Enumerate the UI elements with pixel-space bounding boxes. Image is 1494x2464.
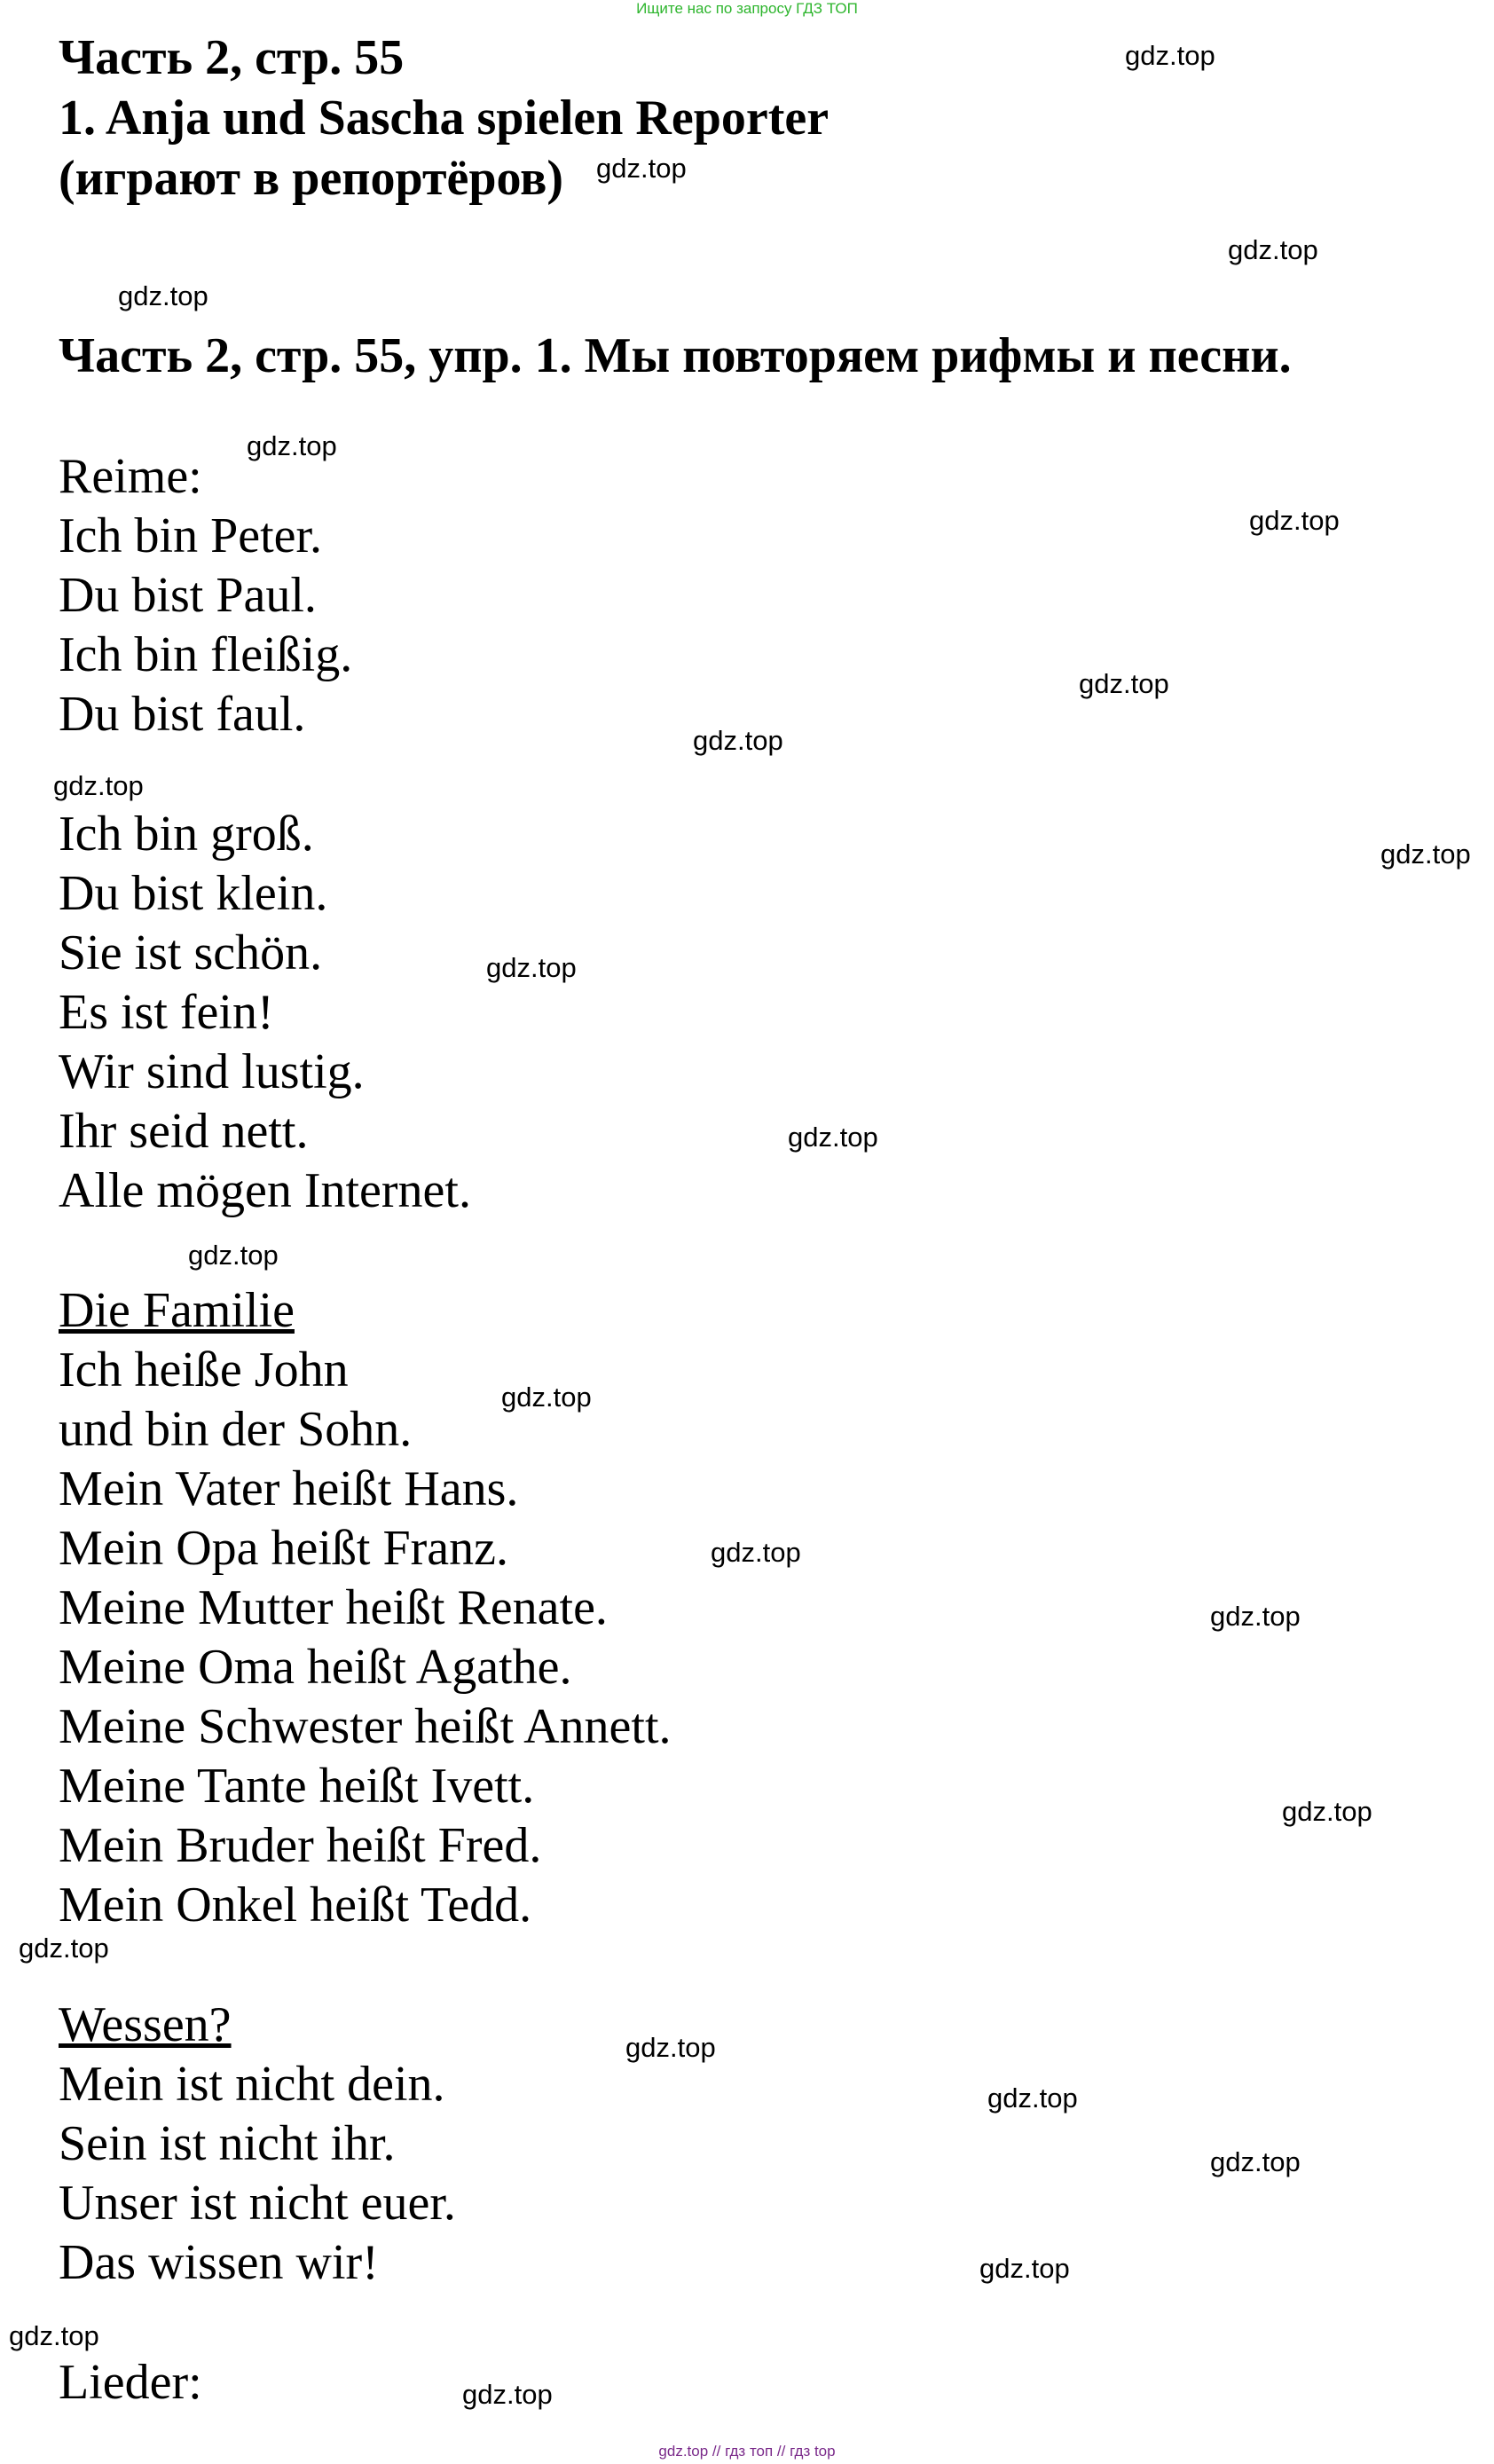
reime-line: Wir sind lustig. (59, 1044, 365, 1099)
familie-line: Mein Onkel heißt Tedd. (59, 1878, 532, 1933)
watermark: gdz.top (188, 1240, 279, 1271)
watermark: gdz.top (788, 1122, 878, 1153)
familie-line: Meine Tante heißt Ivett. (59, 1759, 535, 1814)
watermark: gdz.top (9, 2320, 99, 2351)
reime-line: Alle mögen Internet. (59, 1163, 471, 1218)
wessen-line: Mein ist nicht dein. (59, 2057, 445, 2112)
header-translation: (играют в репортёров) (59, 151, 563, 206)
familie-line: und bin der Sohn. (59, 1402, 413, 1457)
watermark: gdz.top (247, 430, 337, 461)
familie-line: Mein Opa heißt Franz. (59, 1521, 508, 1576)
watermark: gdz.top (596, 153, 687, 184)
wessen-line: Sein ist nicht ihr. (59, 2116, 396, 2171)
header-title: Часть 2, стр. 55 (59, 30, 405, 85)
reime-line: Du bist Paul. (59, 568, 317, 623)
reime-line: Ich bin Peter. (59, 508, 323, 563)
watermark: gdz.top (1210, 1601, 1301, 1632)
watermark: gdz.top (987, 2082, 1078, 2114)
reime-line: Du bist klein. (59, 866, 328, 921)
reime-line: Ihr seid nett. (59, 1104, 309, 1159)
watermark: gdz.top (1380, 838, 1471, 870)
watermark: gdz.top (1228, 234, 1318, 265)
watermark: gdz.top (19, 1933, 109, 1964)
reime-label: Reime: (59, 449, 202, 504)
watermark: gdz.top (1210, 2146, 1301, 2177)
exercise-heading: Часть 2, стр. 55, упр. 1. Мы повторяем рифмы и песни. (59, 328, 1292, 383)
watermark: gdz.top (53, 770, 144, 801)
reime-line: Ich bin fleißig. (59, 627, 353, 682)
watermark: gdz.top (1125, 40, 1215, 71)
watermark: gdz.top (1079, 668, 1169, 699)
watermark: gdz.top (625, 2032, 716, 2063)
watermark: gdz.top (711, 1537, 801, 1568)
top-banner: Ищите нас по запросу ГДЗ ТОП (636, 0, 858, 17)
reime-line: Du bist faul. (59, 687, 306, 742)
familie-line: Meine Mutter heißt Renate. (59, 1580, 608, 1635)
reime-line: Ich bin groß. (59, 807, 314, 862)
lieder-label: Lieder: (59, 2355, 202, 2410)
bottom-banner: gdz.top // гдз топ // гдз top (658, 2443, 836, 2460)
watermark: gdz.top (1282, 1796, 1372, 1827)
wessen-line: Das wissen wir! (59, 2235, 379, 2290)
reime-line: Sie ist schön. (59, 925, 323, 980)
header-subtitle: 1. Anja und Sascha spielen Reporter (59, 91, 830, 146)
familie-line: Mein Vater heißt Hans. (59, 1461, 519, 1516)
familie-line: Ich heiße John (59, 1342, 349, 1397)
wessen-title: Wessen? (59, 1997, 232, 2052)
familie-line: Meine Oma heißt Agathe. (59, 1640, 572, 1695)
watermark: gdz.top (693, 725, 783, 756)
familie-line: Mein Bruder heißt Fred. (59, 1818, 542, 1873)
watermark: gdz.top (462, 2379, 553, 2410)
watermark: gdz.top (486, 952, 577, 983)
watermark: gdz.top (979, 2253, 1070, 2284)
watermark: gdz.top (118, 280, 208, 311)
watermark: gdz.top (501, 1382, 592, 1413)
reime-line: Es ist fein! (59, 985, 274, 1040)
watermark: gdz.top (1249, 505, 1340, 536)
familie-line: Meine Schwester heißt Annett. (59, 1699, 672, 1754)
familie-title: Die Familie (59, 1283, 295, 1338)
wessen-line: Unser ist nicht euer. (59, 2176, 456, 2231)
